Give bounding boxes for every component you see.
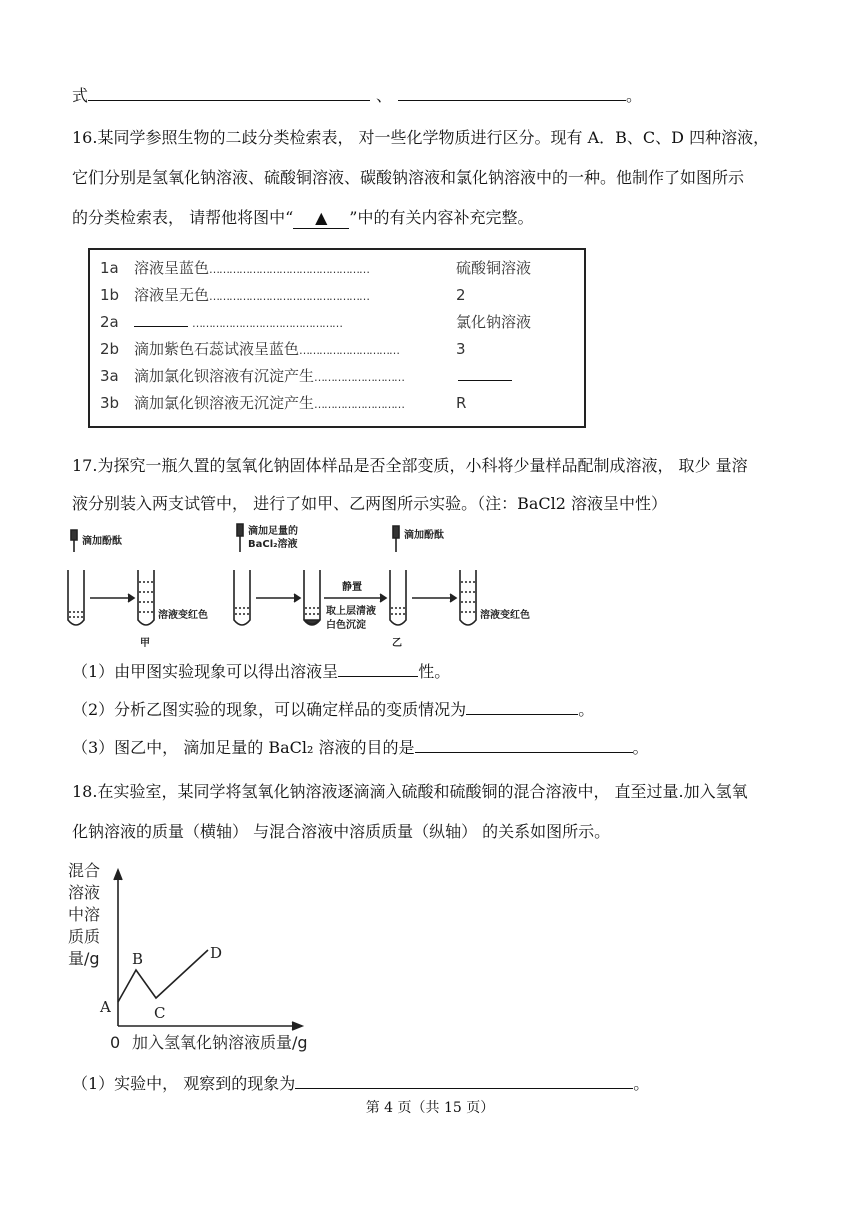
q16-line-1: 16.某同学参照生物的二歧分类检索表， 对一些化学物质进行区分。现有 A．B、C、D 四种溶液， [72,128,770,147]
q18-graph [62,860,362,1060]
key-desc: 溶液呈蓝色 [134,259,210,277]
key-result: 3 [456,340,466,358]
key-dots: ………………………………………… [209,263,370,276]
fig-label: 白色沉淀 [326,620,366,631]
key-desc: 溶液呈无色 [134,286,210,304]
graph-ylabel: 质质 [68,927,101,946]
q16-line-2: 它们分别是氢氧化钠溶液、硫酸铜溶液、碳酸钠溶液和氯化钠溶液中的一种。他制作了如图所示 [72,168,745,187]
answer-blank[interactable] [415,736,633,753]
graph-origin: 0 [110,1033,121,1052]
q18-line-2: 化钠溶液的质量（横轴） 与混合溶液中溶质质量（纵轴） 的关系如图所示。 [72,822,611,841]
fig-label: 滴加酚酞 [82,536,122,547]
q17-sub-3-text: （3）图乙中， 滴加足量的 BaCl₂ 溶液的目的是 [72,738,415,757]
answer-blank[interactable] [88,84,370,101]
key-desc: 滴加氯化钡溶液有沉淀产生 [134,367,315,385]
key-dots: ………………………… [299,344,400,357]
point-label: B [132,950,144,968]
answer-blank[interactable] [295,1072,633,1089]
key-dots: ………………………………………… [209,290,370,303]
key-code: 3b [100,394,120,412]
key-code: 1a [100,259,119,277]
top-answer-line [72,84,642,106]
key-row [100,391,467,415]
test-tube-icon [138,570,154,625]
page-footer: 第 4 页（共 15 页） [365,1100,495,1116]
fig-label: BaCl₂溶液 [248,539,298,550]
q18-sub-1 [72,1072,649,1094]
key-dots: ……………………… [314,398,405,411]
q17-line-1: 17.为探究一瓶久置的氢氧化钠固体样品是否全部变质，小科将少量样品配制成溶液， 取少 量溶 [72,456,748,475]
answer-blank[interactable] [398,84,626,101]
key-blank[interactable] [134,312,188,327]
answer-blank[interactable] [466,698,578,715]
fig-label: 溶液变红色 [480,610,530,621]
fig-label: 乙 [392,638,402,649]
key-result: 2 [456,286,466,304]
key-answer-blank[interactable] [458,364,512,388]
key-code: 2a [100,313,119,331]
fig-label: 静置 [342,582,362,593]
classification-key-table [88,248,586,428]
q18-sub-1-text: （1）实验中， 观察到的现象为 [72,1074,296,1093]
q17-sub-1 [72,660,450,682]
q16-line-3a: 的分类检索表， 请帮他将图中“ [72,208,294,227]
key-code: 3a [100,367,119,385]
graph-ylabel: 混合 [68,861,101,880]
key-row [100,364,404,388]
fig-label: 甲 [140,638,150,649]
top-line-prefix: 式 [72,86,89,105]
q17-sub-2 [72,698,594,720]
q17-experiment-figure [62,522,542,652]
key-result: 硫酸铜溶液 [456,259,532,277]
q18-sub-1-end: 。 [633,1074,650,1093]
point-label: C [154,1004,166,1022]
key-row [100,310,532,334]
graph-ylabel: 量/g [68,949,100,968]
q17-sub-2-end: 。 [578,700,595,719]
fig-label: 取上层清液 [326,606,376,617]
key-dots: ……………………………………… [192,317,342,330]
key-result: 氯化钠溶液 [456,313,532,331]
key-desc: 滴加氯化钡溶液无沉淀产生 [134,394,315,412]
q17-sub-3 [72,736,649,758]
graph-ylabel: 溶液 [68,883,101,902]
key-result: R [456,394,467,412]
q18-line-1: 18.在实验室，某同学将氢氧化钠溶液逐滴滴入硫酸和硫酸铜的混合溶液中， 直至过量.加入氢氧 [72,782,748,801]
fig-label: 溶液变红色 [158,610,208,621]
point-label: A [100,998,111,1016]
top-line-end: 。 [626,86,643,105]
q17-sub-2-text: （2）分析乙图实验的现象，可以确定样品的变质情况为 [72,700,467,719]
key-code: 2b [100,340,120,358]
key-row [100,283,466,307]
point-label: D [210,944,223,962]
q17-sub-1-text: （1）由甲图实验现象可以得出溶液呈 [72,662,339,681]
key-dots: ……………………… [314,371,405,384]
key-code: 1b [100,286,120,304]
key-desc: 滴加紫色石蕊试液呈蓝色 [134,340,300,358]
q17-sub-1-end: 性。 [418,662,451,681]
graph-xlabel: 加入氢氧化钠溶液质量/g [132,1033,308,1052]
key-row [100,337,466,361]
fig-label: 滴加足量的 [248,526,298,537]
fig-label: 滴加酚酞 [404,530,444,541]
answer-blank[interactable] [338,660,418,677]
q17-line-2: 液分别装入两支试管中， 进行了如甲、乙两图所示实验。（注：BaCl2 溶液呈中性） [72,494,668,513]
q16-line-3b: ”中的有关内容补充完整。 [349,208,534,227]
q17-sub-3-end: 。 [632,738,649,757]
q16-line-3 [72,208,533,229]
key-row [100,256,532,280]
triangle-blank: ▲ [293,208,349,229]
top-line-sep: 、 [376,86,393,105]
graph-ylabel: 中溶 [68,905,101,924]
